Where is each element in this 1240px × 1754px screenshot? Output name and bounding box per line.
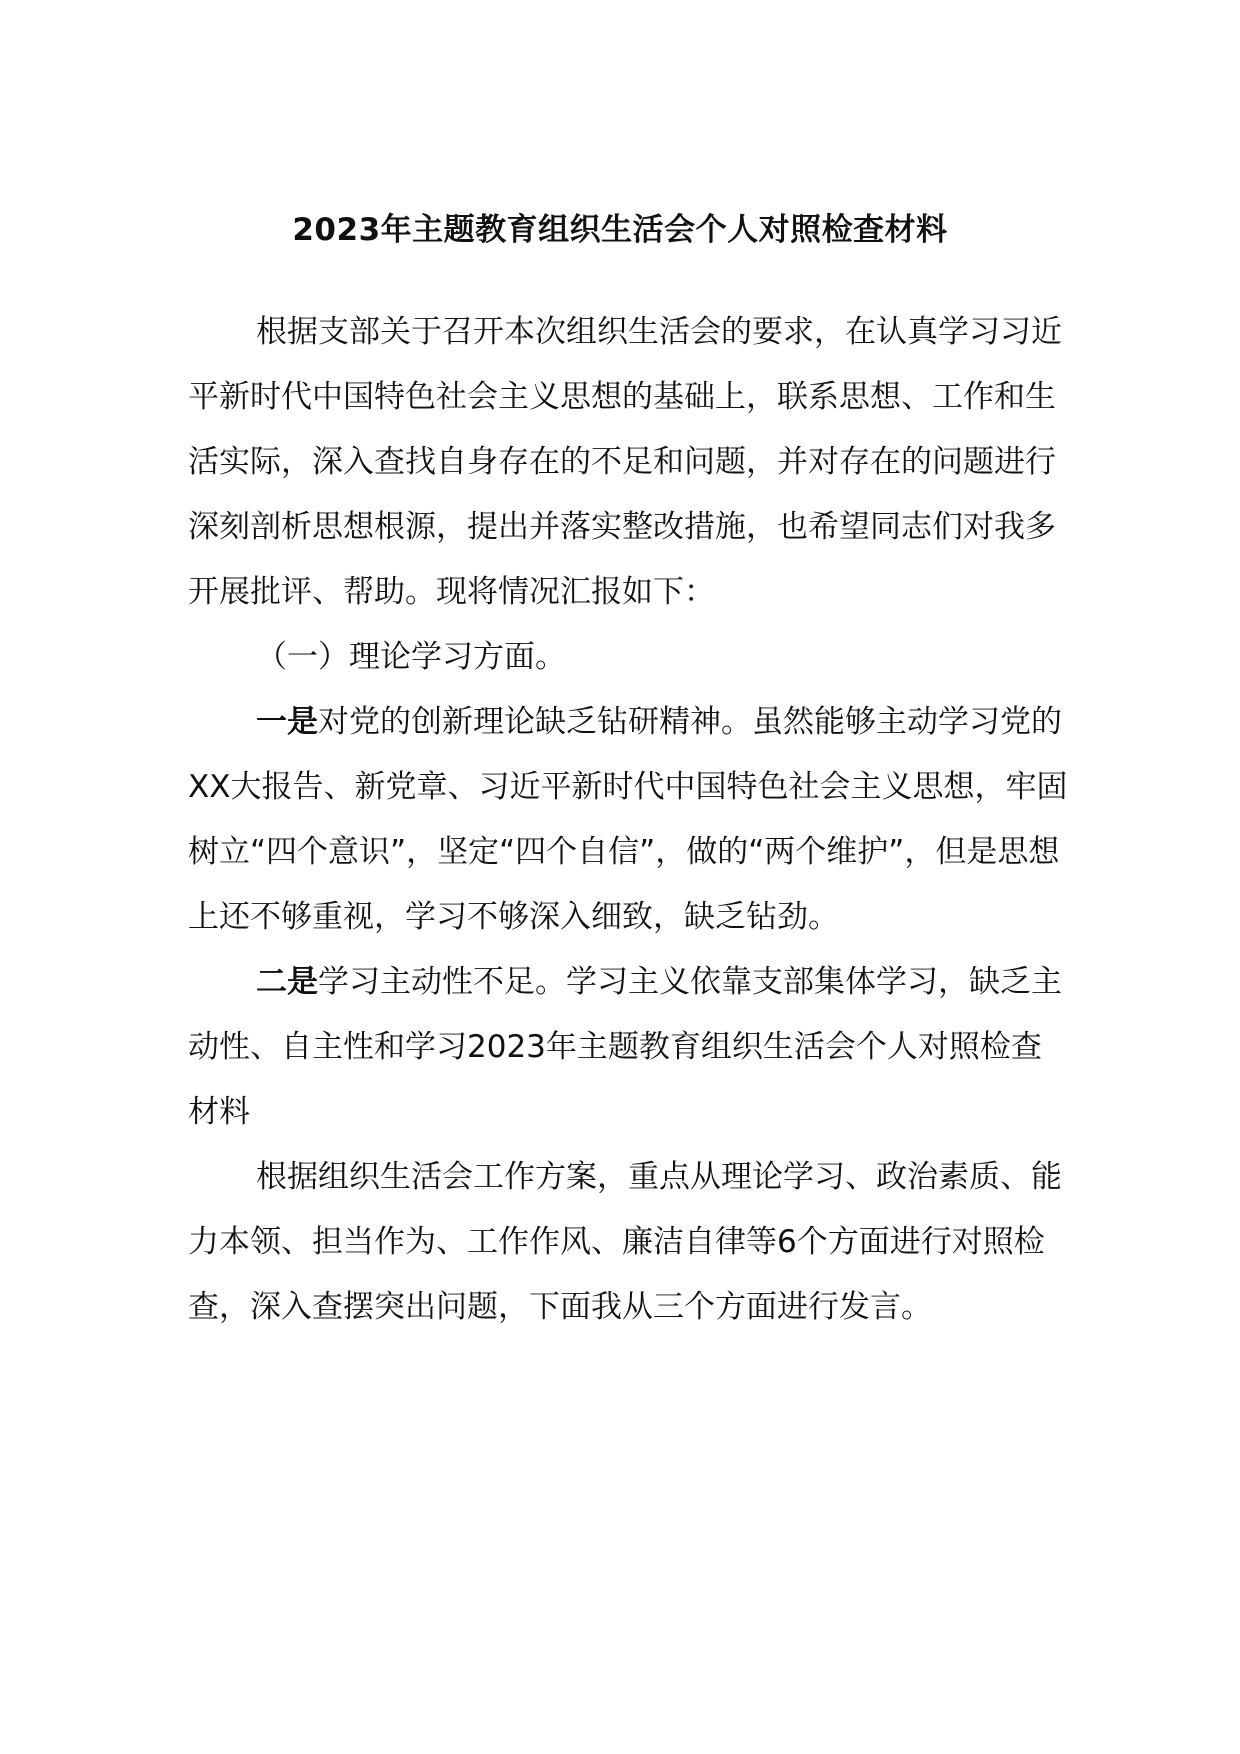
document-title: 2023年主题教育组织生活会个人对照检查材料 bbox=[292, 212, 948, 248]
document-body bbox=[188, 300, 1068, 1340]
intro-paragraph: 根据支部关于召开本次组织生活会的要求，在认真学习习近平新时代中国特色社会主义思想的基础上，联系思想、工作和生活实际，深入查找自身存在的不足和问题，并对存在的问题进行深刻剖析思想根源，提出并落实整改措施，也希望同志们对我多开展批评、帮助。现将情况汇报如下： bbox=[188, 314, 1062, 610]
point-two-paragraph bbox=[188, 950, 1068, 1145]
point-one-lead: 一是 bbox=[256, 704, 318, 740]
closing-paragraph: 根据组织生活会工作方案，重点从理论学习、政治素质、能力本领、担当作为、工作作风、廉洁自律等6个方面进行对照检查，深入查摆突出问题，下面我从三个方面进行发言。 bbox=[188, 1159, 1062, 1325]
point-two-text: 学习主动性不足。学习主义依靠支部集体学习，缺乏主动性、自主性和学习2023年主题教育组织生活会个人对照检查材料 bbox=[188, 964, 1062, 1130]
point-two-lead: 二是 bbox=[256, 964, 318, 1000]
point-one-paragraph bbox=[188, 690, 1068, 950]
point-one-text: 对党的创新理论缺乏钻研精神。虽然能够主动学习党的XX大报告、新党章、习近平新时代中国特色社会主义思想，牢固树立“四个意识”，坚定“四个自信”，做的“两个维护”，但是思想上还不够重视，学习不够深入细致，缺乏钻劲。 bbox=[188, 704, 1068, 935]
section-heading-theory-study: （一）理论学习方面。 bbox=[256, 639, 566, 675]
